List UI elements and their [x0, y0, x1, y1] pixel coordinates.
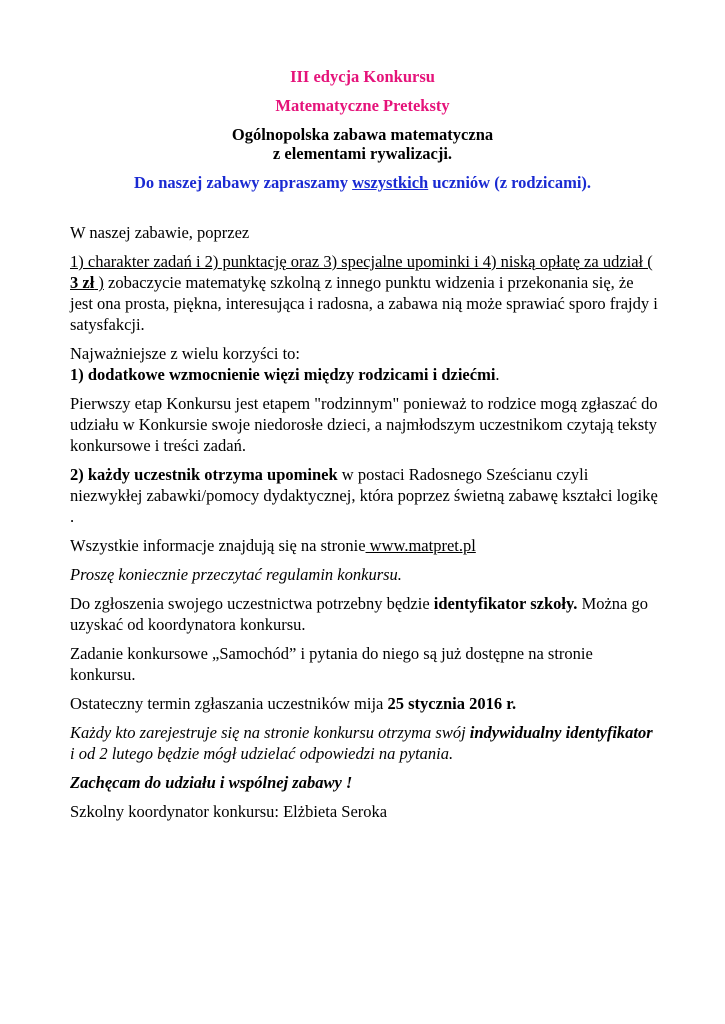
fee-close: )	[94, 273, 104, 292]
benefit-2-bold: 2) każdy uczestnik otrzyma upominek	[70, 465, 338, 484]
identifier-before: Każdy kto zarejestruje się na stronie konkursu otrzyma swój	[70, 723, 470, 742]
intro-paragraph: W naszej zabawie, poprzez	[70, 223, 250, 242]
register-paragraph	[70, 593, 660, 635]
identifier-bold: indywidualny identyfikator	[469, 723, 653, 742]
info-paragraph	[70, 535, 660, 556]
invitation	[0, 173, 725, 193]
deadline-date: 25 stycznia 2016 r.	[387, 694, 517, 713]
rules-note: Proszę koniecznie przeczytać regulamin konkursu.	[70, 565, 402, 584]
subtitle-line1: Ogólnopolska zabawa matematyczna	[231, 125, 494, 144]
benefit-1	[70, 364, 660, 385]
edition-heading: III edycja Konkursu	[290, 67, 435, 86]
task-paragraph: Zadanie konkursowe „Samochód” i pytania do niego są już dostępne na stronie konkursu.	[70, 644, 593, 684]
document-body	[70, 222, 660, 830]
register-after: Można go uzyskać od koordynatora konkursu.	[70, 594, 649, 634]
benefit-1-text: 1) dodatkowe wzmocnienie więzi między rodzicami i dziećmi	[70, 365, 496, 384]
features-paragraph	[70, 251, 660, 335]
encouragement: Zachęcam do udziału i wspólnej zabawy !	[70, 773, 353, 792]
benefit-2-rest: w postaci Radosnego Sześcianu czyli niezwykłej zabawki/pomocy dydaktycznej, która poprzez świetną zabawę kształci logikę .	[70, 465, 658, 526]
subtitle-line2: z elementami rywalizacji.	[272, 144, 453, 163]
features-rest: zobaczycie matematykę szkolną z innego punktu widzenia i przekonania się, że jest ona prosta, piękna, interesująca i radosna, a zabawa nią może sprawiać sporo frajdy i satysfakcji.	[70, 273, 658, 334]
coordinator-line: Szkolny koordynator konkursu: Elżbieta Seroka	[70, 802, 388, 821]
deadline-before: Ostateczny termin zgłaszania uczestników mija	[70, 694, 388, 713]
deadline-paragraph	[70, 693, 660, 714]
identifier-paragraph	[70, 722, 660, 764]
identifier-after: i od 2 lutego będzie mógł udzielać odpowiedzi na pytania.	[70, 744, 454, 763]
features-list: 1) charakter zadań i 2) punktację oraz 3) specjalne upominki i 4) niską opłatę za udział (	[70, 252, 653, 271]
benefits-intro: Najważniejsze z wielu korzyści to:	[70, 344, 300, 363]
benefit-1-end: .	[495, 365, 500, 384]
invitation-start: Do naszej zabawy zapraszamy	[133, 173, 353, 192]
info-text: Wszystkie informacje znajdują się na stronie	[70, 536, 366, 555]
subtitle	[0, 125, 725, 163]
fee-amount: 3 zł	[70, 273, 95, 292]
contest-name: Matematyczne Preteksty	[275, 96, 450, 115]
invitation-emphasis: wszystkich	[352, 173, 429, 192]
invitation-end: uczniów (z rodzicami).	[428, 173, 592, 192]
stage1-paragraph: Pierwszy etap Konkursu jest etapem "rodzinnym" ponieważ to rodzice mogą zgłaszać do udziału w Konkursie swoje niedorosłe dzieci, a najmłodszym uczestnikom czytają teksty konkursowe i treści zadań.	[70, 394, 658, 455]
website-link[interactable]: www.matpret.pl	[365, 536, 476, 555]
register-bold: identyfikator szkoły.	[433, 594, 578, 613]
benefit-2	[70, 464, 660, 527]
register-before: Do zgłoszenia swojego uczestnictwa potrzebny będzie	[70, 594, 434, 613]
